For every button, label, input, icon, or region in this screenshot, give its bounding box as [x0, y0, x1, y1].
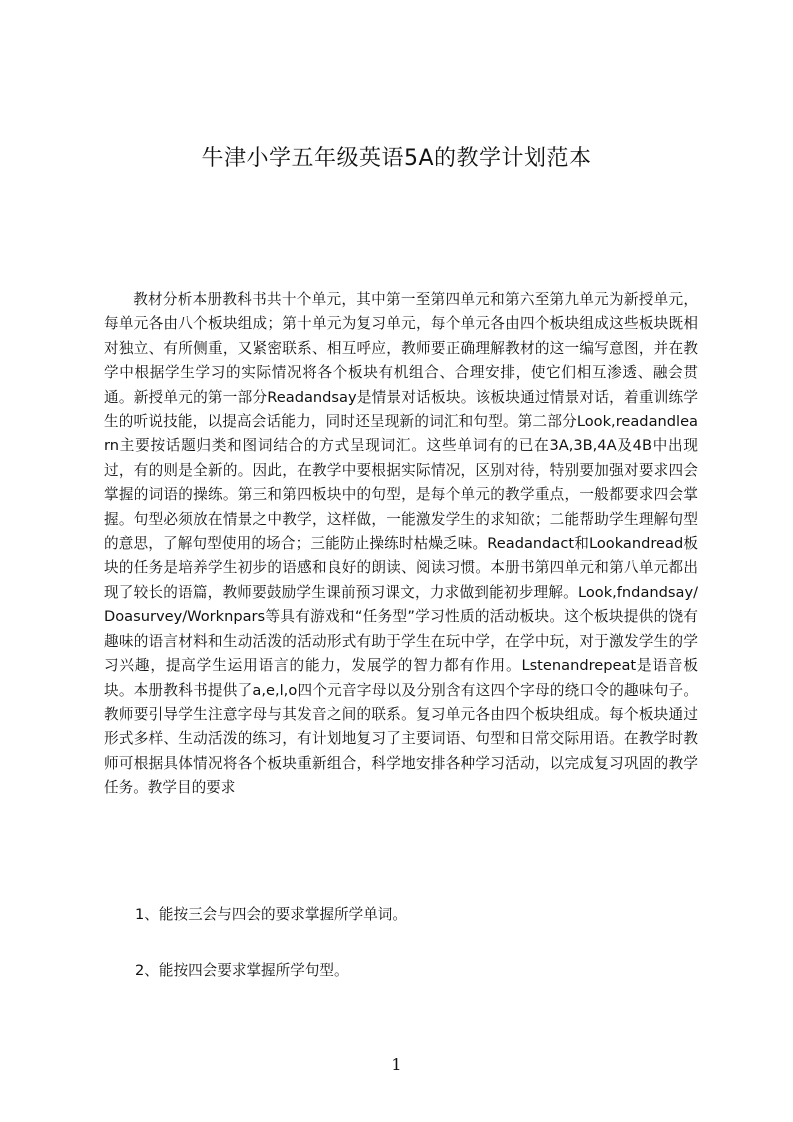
page-number: 1 [391, 1055, 402, 1074]
list-item: 1、能按三会与四会的要求掌握所学单词。 [135, 906, 407, 923]
body-paragraph: 教材分析本册教科书共十个单元，其中第一至第四单元和第六至第九单元为新授单元，每单元各由八个板块组成；第十单元为复习单元，每个单元各由四个板块组成这些板块既相对独立、有所侧重，又紧密联系、相互呼应，教师要正确理解教材的这一编写意图，并在教学中根据学生学习的实际情况将各个板块有机组合、合理安排，使它们相互渗透、融会贯通。新授单元的第一部分Readandsay是情景对话板块。该板块通过情景对话，着重训练学生的听说技能，以提高会话能力，同时还呈现新的词汇和句型。第二部分Look,readandlearn主要按话题归类和图词结合的方式呈现词汇。这些单词有的已在3A,3B,4A及4B中出现过，有的则是全新的。因此，在教学中要根据实际情况，区别对待，特别要加强对要求四会掌握的词语的操练。第三和第四板块中的句型，是每个单元的教学重点，一般都要求四会掌握。句型必须放在情景之中教学，这样做，一能激发学生的求知欲；二能帮助学生理解句型的意思，了解句型使用的场合；三能防止操练时枯燥乏味。Readandact和Lookandread板块的任务是培养学生初步的语感和良好的朗读、阅读习惯。本册书第四单元和第八单元都出现了较长的语篇，教师要鼓励学生课前预习课文，力求做到能初步理解。Look,fndandsay/Doasurvey/Worknpars等具有游戏和“任务型”学习性质的活动板块。这个板块提供的饶有趣味的语言材料和生动活泼的活动形式有助于学生在玩中学，在学中玩，对于激发学生的学习兴趣，提高学生运用语言的能力，发展学的智力都有作用。Lstenandrepeat是语音板块。本册教科书提供了a,e,l,o四个元音字母以及分别含有这四个字母的绕口令的趣味句子。教师要引导学生注意字母与其发音之间的联系。复习单元各由四个板块组成。每个板块通过形式多样、生动活泼的练习，有计划地复习了主要词语、句型和日常交际用语。在教学时教师可根据具体情况将各个板块重新组合，科学地安排各种学习活动，以完成复习巩固的教学任务。教学目的要求 [104, 291, 698, 797]
document-title: 牛津小学五年级英语5A的教学计划范本 [201, 146, 592, 171]
list-item: 2、能按四会要求掌握所学句型。 [135, 962, 349, 979]
